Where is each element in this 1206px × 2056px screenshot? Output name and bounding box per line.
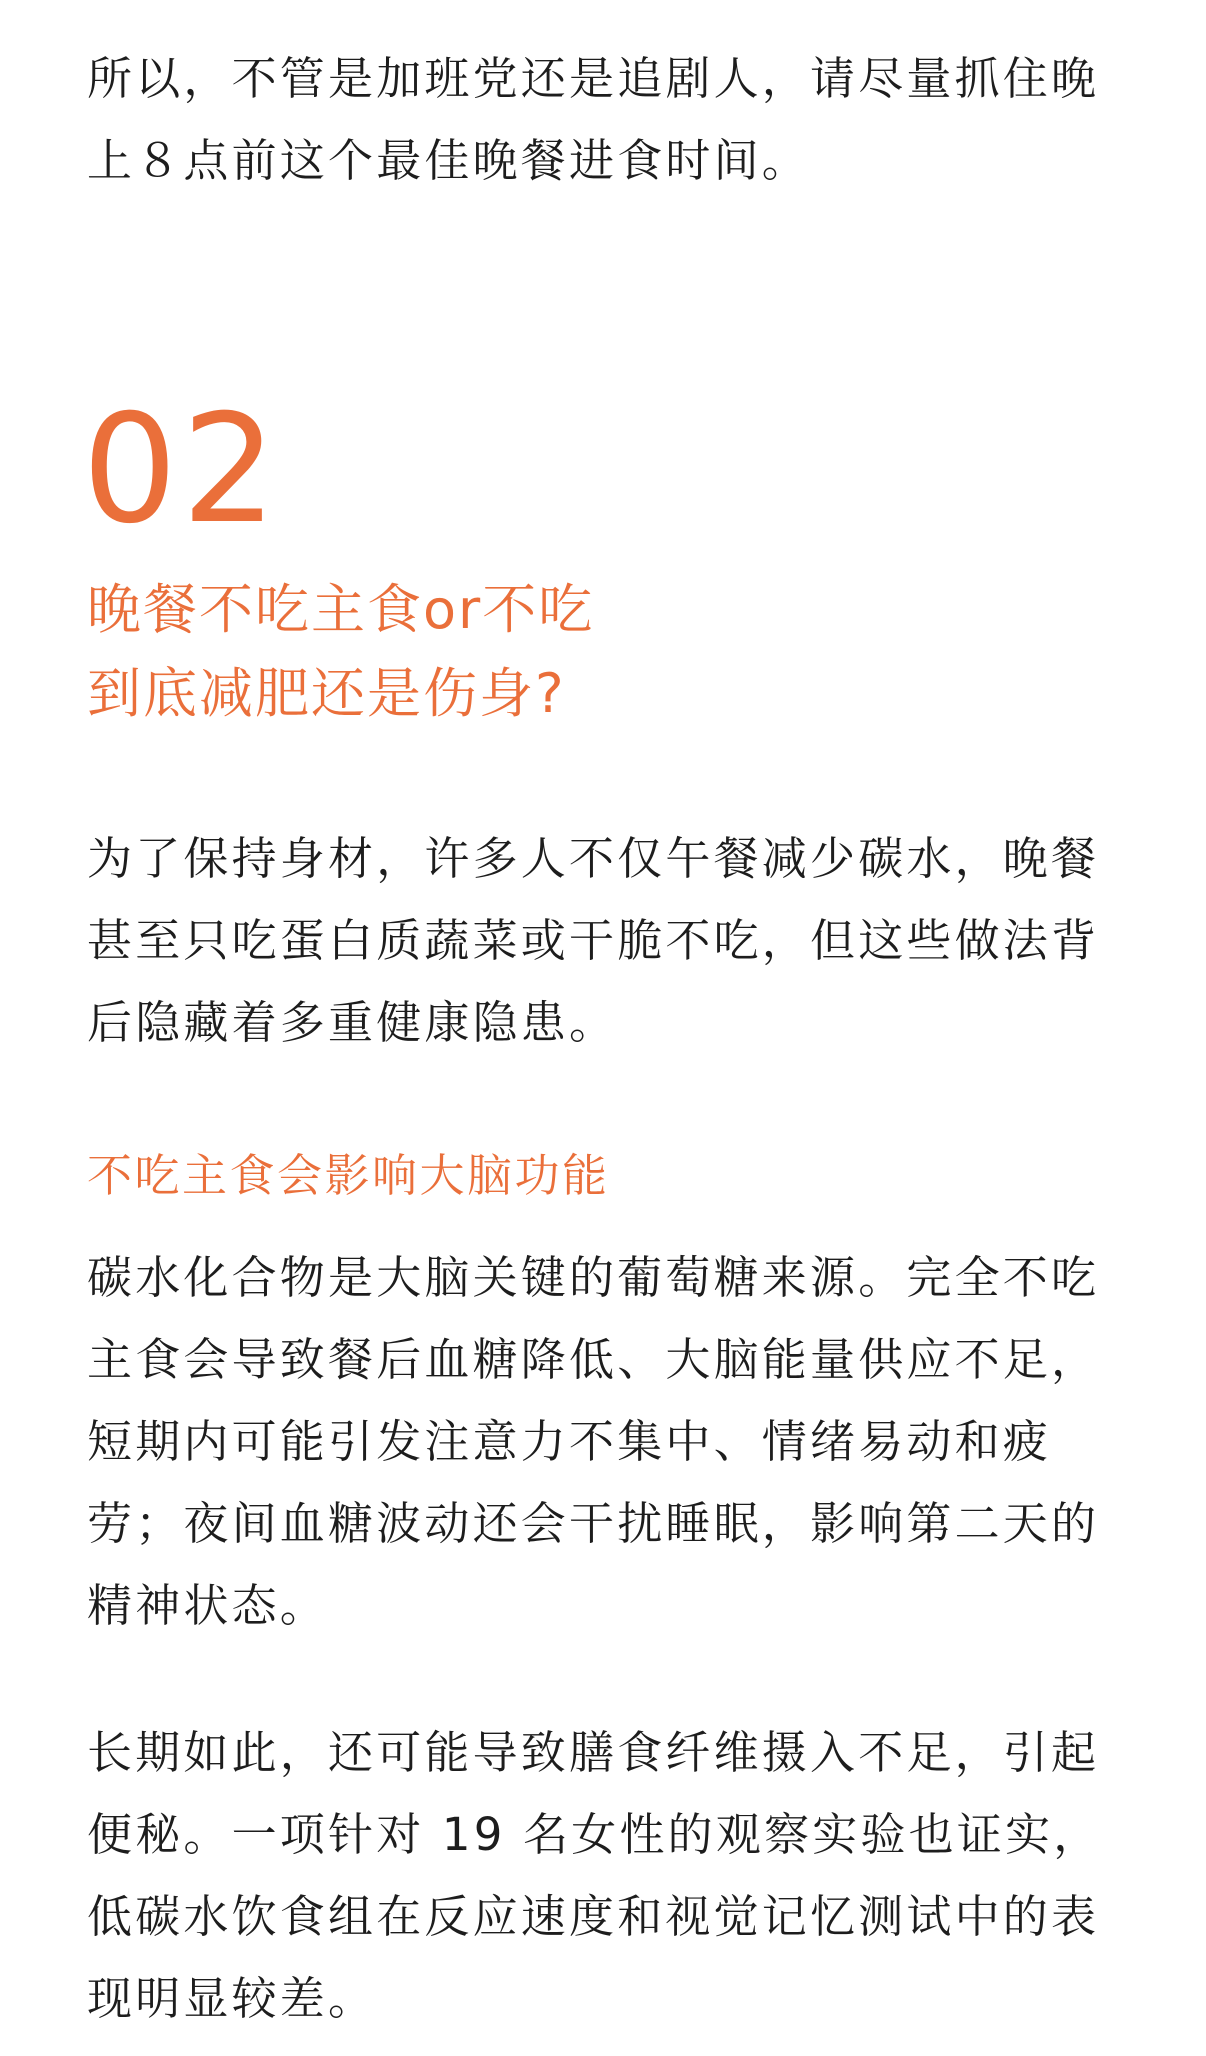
section-title-line-2: 到底减肥还是伤身? [87,662,566,725]
section-number: 02 [82,383,281,557]
paragraph-body-3: 长期如此，还可能导致膳食纤维摄入不足，引起便秘。一项针对 19 名女性的观察实验也证实，低碳水饮食组在反应速度和视觉记忆测试中的表现明显较差。 [87,1726,1102,2025]
section-title-line-1: 晚餐不吃主食or不吃 [87,578,595,641]
subheading: 不吃主食会影响大脑功能 [87,1149,610,1202]
section-title [87,568,594,736]
paragraph-body-2: 碳水化合物是大脑关键的葡萄糖来源。完全不吃主食会导致餐后血糖降低、大脑能量供应不足，短期内可能引发注意力不集中、情绪易动和疲劳；夜间血糖波动还会干扰睡眠，影响第二天的精神状态。 [87,1251,1100,1632]
paragraph-intro: 所以，不管是加班党还是追剧人，请尽量抓住晚上８点前这个最佳晚餐进食时间。 [87,52,1100,187]
paragraph-body-1: 为了保持身材，许多人不仅午餐减少碳水，晚餐甚至只吃蛋白质蔬菜或干脆不吃，但这些做法背后隐藏着多重健康隐患。 [87,832,1100,1049]
